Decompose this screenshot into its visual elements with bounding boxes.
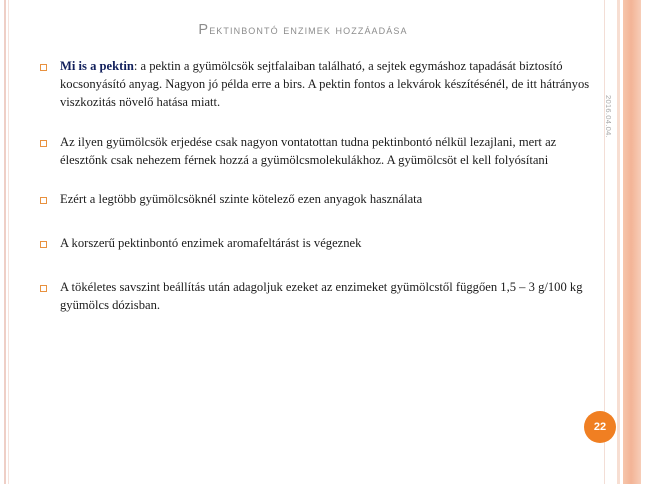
square-bullet-icon [40, 285, 47, 292]
date-stamp: 2016.04.04. [604, 95, 613, 138]
list-item [38, 235, 594, 253]
list-item-text [60, 58, 594, 112]
list-item-body: A tökéletes savszint beállítás után adagoljuk ezeket az enzimeket gyümölcstől függően 1,5 – 3 g/100 kg gyümölcs dózisban. [60, 280, 583, 312]
list-item-body: : a pektin a gyümölcsök sejtfalaiban található, a sejtek egymáshoz tapadását biztosító kocsonyásító anyag. Nagyon jó példa erre a birs. A pektin fontos a lekvárok készítésénél, de itt hátrányos viszkozitás növelő hatása miatt. [60, 59, 590, 109]
page-number-badge: 22 [584, 411, 616, 443]
right-margin-filler [645, 0, 650, 488]
left-border-stripe-outer [4, 0, 6, 488]
left-border-stripe-inner [8, 0, 9, 488]
list-item-body: Az ilyen gyümölcsök erjedése csak nagyon vontatottan tudna pektinbontó nélkül lezajlani, mert az élesztőnk csak nehezem férnek hozzá a gyümölcsmolekulákhoz. A gyümölcsöt el kell folyósítani [60, 134, 557, 167]
list-item-text [60, 191, 594, 209]
list-item [38, 191, 594, 209]
list-item [38, 134, 594, 170]
square-bullet-icon [40, 197, 47, 204]
square-bullet-icon [40, 241, 47, 248]
page-title-initial: P [198, 22, 210, 38]
bottom-margin-filler [0, 484, 650, 488]
list-item-text [60, 235, 594, 253]
list-item [38, 279, 594, 315]
list-item-lead: Mi is a pektin [60, 59, 134, 73]
list-item-body: Ezért a legtöbb gyümölcsöknél szinte kötelező ezen anyagok használata [60, 192, 423, 207]
page-title [0, 22, 606, 38]
page-title-rest: ektinbontó enzimek hozzáadása [209, 23, 408, 37]
right-accent-band [623, 0, 641, 488]
list-item [38, 58, 594, 112]
square-bullet-icon [40, 140, 47, 147]
square-bullet-icon [40, 64, 47, 71]
bullet-list [38, 58, 594, 333]
list-item-text [60, 279, 594, 315]
right-border-stripe-outer [617, 0, 620, 488]
list-item-body: A korszerű pektinbontó enzimek aromafeltárást is végeznek [60, 236, 362, 251]
list-item-text [60, 134, 594, 170]
